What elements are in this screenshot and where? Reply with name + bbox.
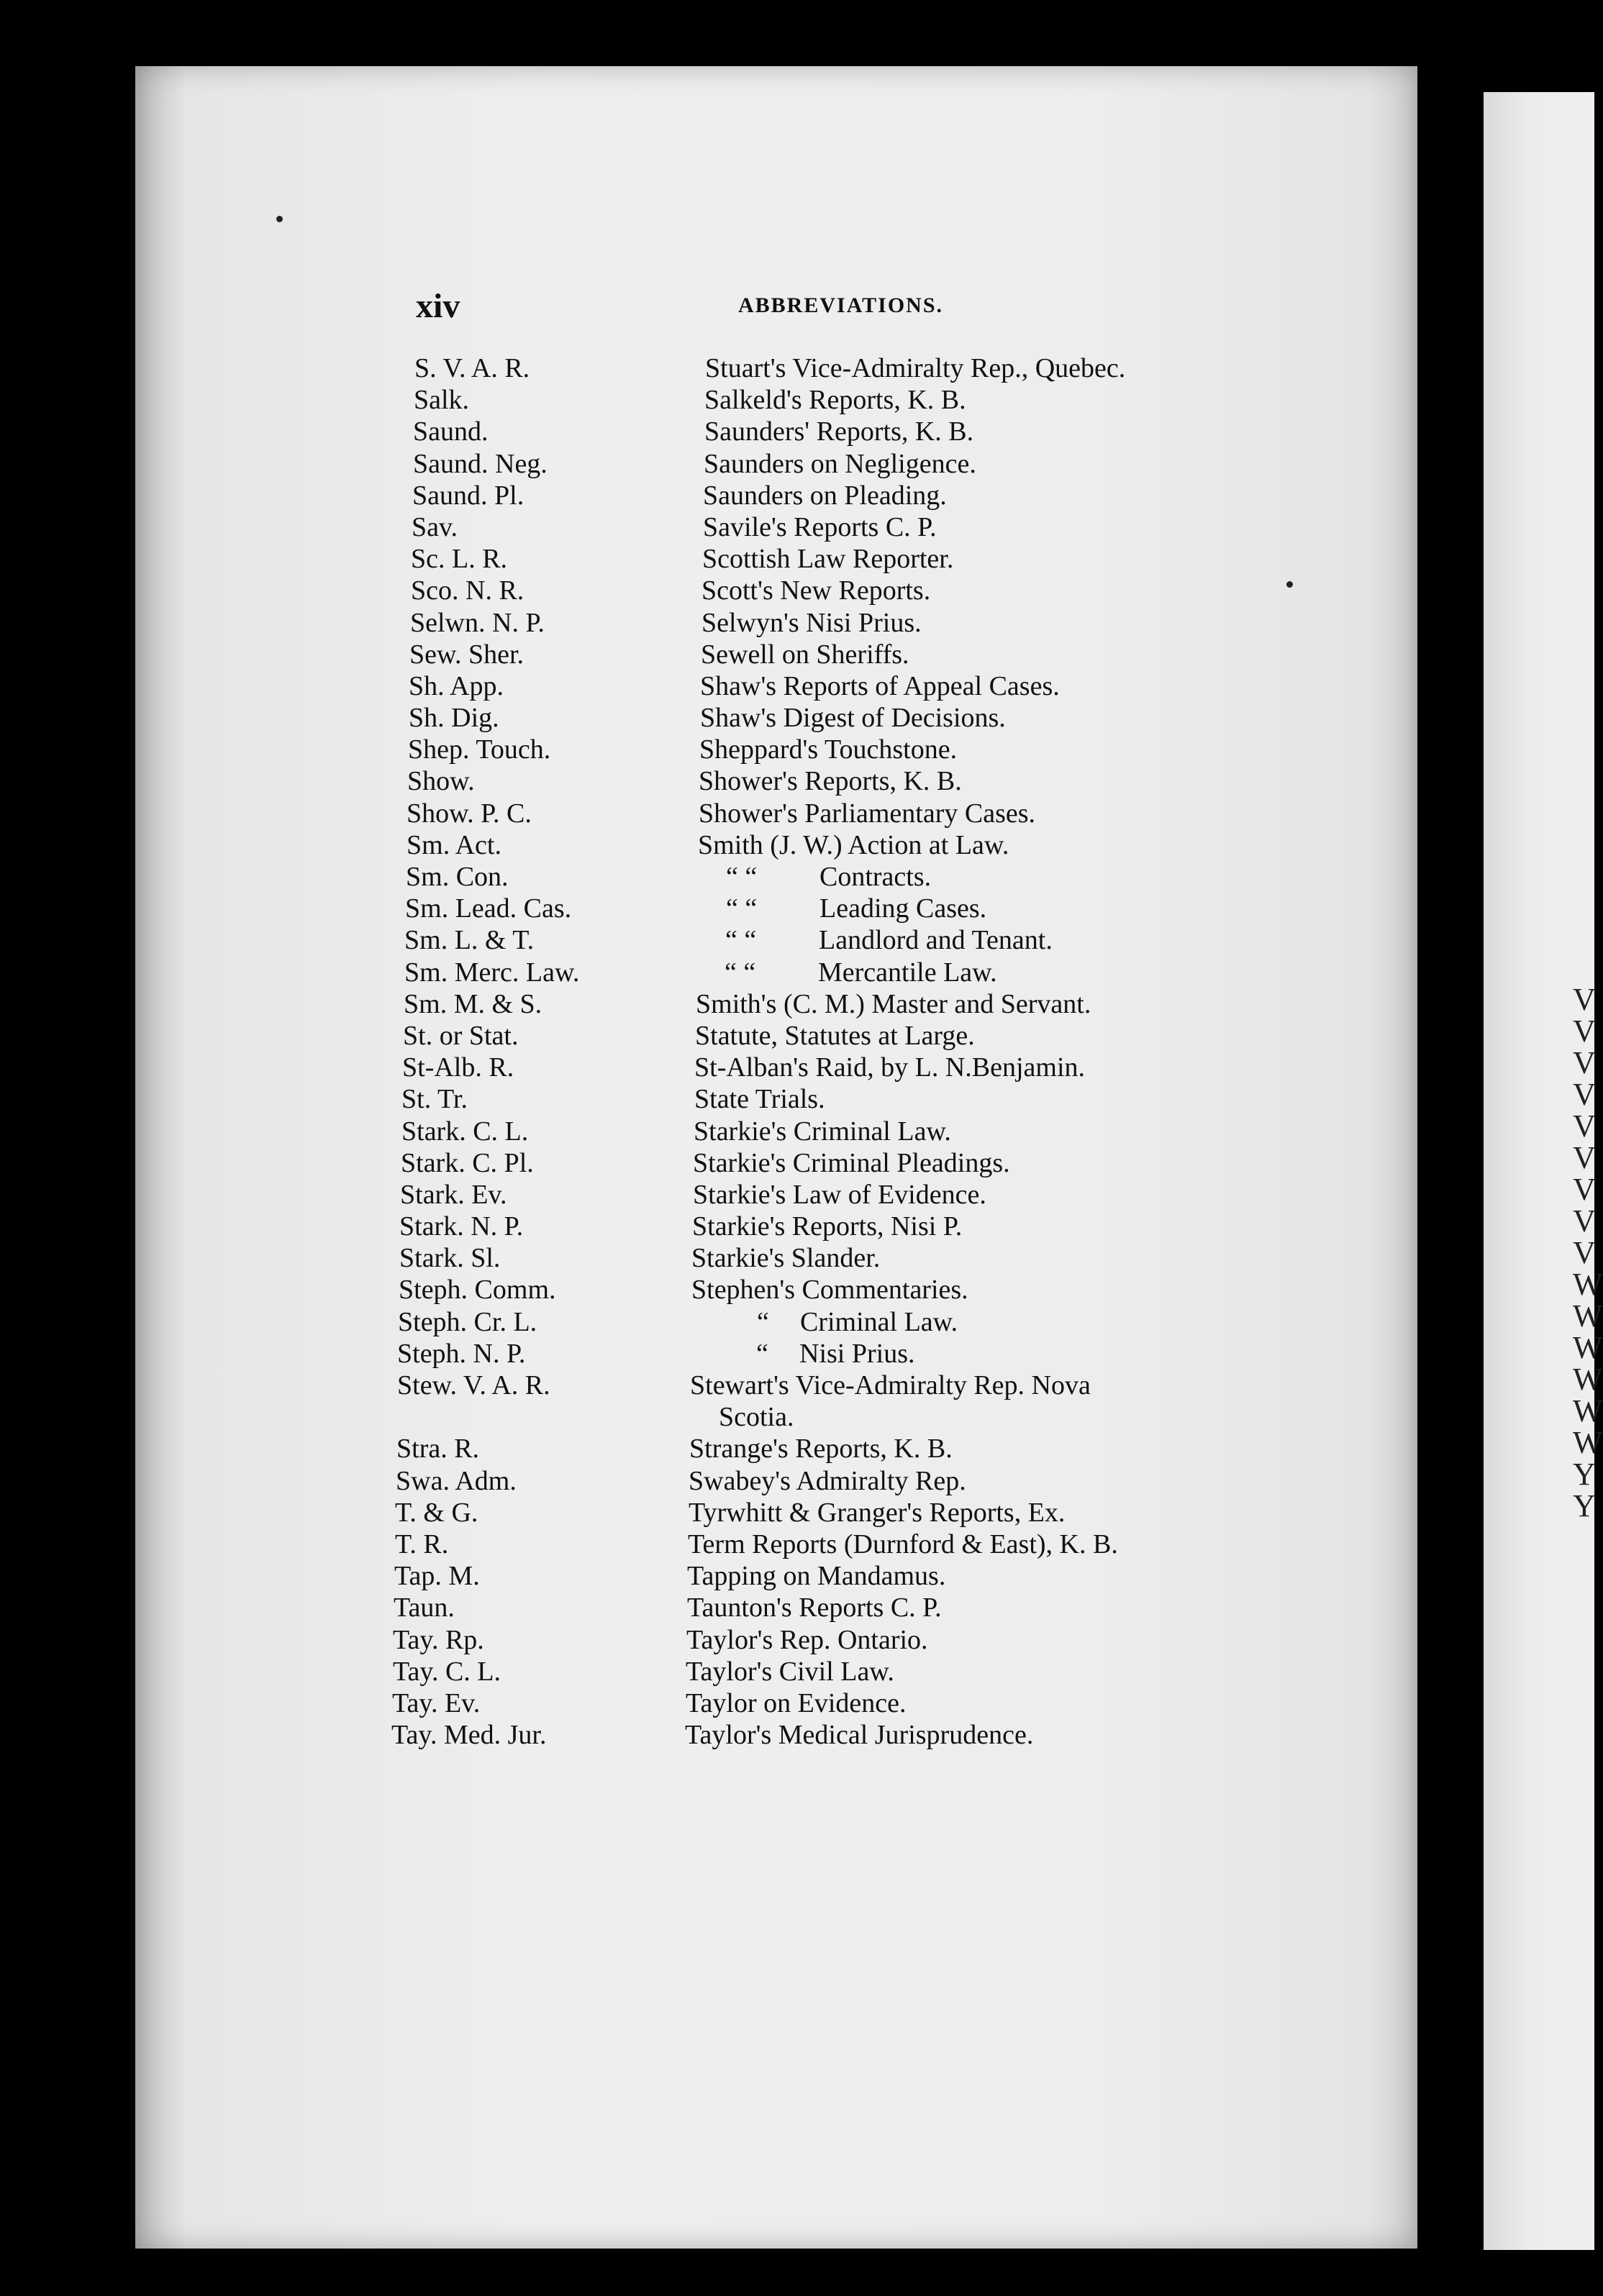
meaning-text: Term Reports (Durnford & East), K. B. [688, 1529, 1118, 1559]
abbreviation-meaning [699, 765, 962, 797]
abbreviation-term: Selwn. N. P. [410, 607, 545, 638]
abbreviation-term: Steph. Comm. [399, 1275, 556, 1306]
abbreviation-term: Show. P. C. [407, 798, 532, 829]
abbreviation-meaning [697, 893, 986, 924]
abbreviation-term: S. V. A. R. [414, 353, 530, 383]
ditto-marks: “ “ [726, 893, 758, 924]
abbreviation-term: St. Tr. [401, 1084, 468, 1115]
abbreviation-term: Sm. M. & S. [404, 988, 542, 1019]
abbreviation-term: Sew. Sher. [409, 639, 525, 670]
abbreviation-term: Tap. M. [394, 1561, 480, 1592]
abbreviation-term: Tay. Ev. [392, 1687, 481, 1718]
running-title: ABBREVIATIONS. [738, 293, 944, 317]
abbreviation-entry [0, 448, 1594, 480]
abbreviation-entry [0, 1656, 1594, 1687]
abbreviation-meaning [704, 384, 966, 416]
abbreviation-meaning [687, 1560, 945, 1592]
abbreviation-entry [0, 957, 1594, 988]
abbreviation-term: Tay. Med. Jur. [391, 1720, 547, 1751]
abbreviation-meaning [701, 575, 930, 606]
abbreviation-meaning [691, 1306, 958, 1338]
abbreviation-term: Stew. V. A. R. [397, 1370, 550, 1400]
abbreviation-entry [0, 893, 1594, 924]
meaning-text: Smith's (C. M.) Master and Servant. [696, 988, 1091, 1019]
abbreviation-entry [0, 1560, 1594, 1592]
abbreviation-entry [0, 1719, 1594, 1751]
meaning-text: Criminal Law. [800, 1306, 958, 1337]
meaning-text: Leading Cases. [819, 893, 987, 924]
meaning-text: Starkie's Slander. [691, 1243, 881, 1274]
abbreviation-entry [0, 1687, 1594, 1719]
abbreviation-term: Sm. Lead. Cas. [405, 893, 572, 924]
meaning-text: Saunders' Reports, K. B. [704, 416, 974, 447]
abbreviation-term: St. or Stat. [403, 1020, 519, 1051]
meaning-text: Selwyn's Nisi Prius. [701, 607, 922, 638]
facing-page-margin-letters: V V V V V V V V V W W W W W W Y Y [1573, 982, 1603, 1523]
meaning-text: Landlord and Tenant. [819, 925, 1053, 956]
abbreviation-list [0, 352, 1594, 1751]
abbreviation-entry [0, 575, 1594, 606]
meaning-text: Starkie's Criminal Law. [694, 1116, 951, 1147]
abbreviation-term: T. R. [395, 1529, 449, 1559]
abbreviation-entry [0, 1211, 1594, 1242]
abbreviation-entry [0, 1370, 1594, 1433]
abbreviation-meaning [686, 1687, 907, 1719]
abbreviation-entry [0, 670, 1594, 702]
abbreviation-meaning [694, 1116, 951, 1147]
meaning-text: Shaw's Reports of Appeal Cases. [700, 670, 1060, 701]
abbreviation-meaning [704, 448, 976, 480]
abbreviation-meaning [690, 1338, 914, 1370]
abbreviation-meaning [703, 511, 937, 543]
abbreviation-entry [0, 734, 1594, 765]
abbreviation-entry [0, 384, 1594, 416]
abbreviation-meaning [703, 480, 947, 511]
meaning-text: Savile's Reports C. P. [703, 511, 937, 542]
abbreviation-entry [0, 765, 1594, 797]
abbreviation-meaning [701, 639, 909, 670]
abbreviation-meaning [700, 702, 1006, 734]
abbreviation-meaning [696, 988, 1091, 1020]
abbreviation-entry [0, 1592, 1594, 1623]
meaning-text: Tyrwhitt & Granger's Reports, Ex. [689, 1497, 1066, 1528]
abbreviation-term: Show. [407, 766, 475, 797]
abbreviation-entry [0, 1242, 1594, 1274]
abbreviation-term: Steph. N. P. [397, 1338, 526, 1369]
meaning-text: Sheppard's Touchstone. [699, 734, 958, 765]
meaning-text: Shaw's Digest of Decisions. [700, 703, 1006, 734]
abbreviation-term: Saund. Pl. [412, 480, 525, 511]
abbreviation-term: Salk. [414, 385, 470, 416]
meaning-text: Saunders on Pleading. [703, 480, 947, 511]
abbreviation-meaning [696, 957, 997, 988]
abbreviation-entry [0, 798, 1594, 829]
abbreviation-meaning [688, 1529, 1118, 1560]
meaning-text: Mercantile Law. [818, 957, 997, 988]
abbreviation-term: Sm. Merc. Law. [404, 957, 580, 988]
meaning-text: St-Alban's Raid, by L. N.Benjamin. [694, 1052, 1086, 1083]
abbreviation-entry [0, 1624, 1594, 1656]
abbreviation-meaning [689, 1497, 1065, 1529]
meaning-text: Taylor on Evidence. [686, 1687, 907, 1718]
meaning-text: Taylor's Civil Law. [686, 1656, 894, 1687]
meaning-text: Taylor's Medical Jurisprudence. [685, 1720, 1034, 1751]
abbreviation-entry [0, 639, 1594, 670]
meaning-text: Scott's New Reports. [701, 575, 931, 606]
abbreviation-entry [0, 1052, 1594, 1083]
abbreviation-entry [0, 416, 1594, 447]
meaning-text: Taunton's Reports C. P. [687, 1593, 942, 1623]
abbreviation-term: St-Alb. R. [402, 1052, 514, 1083]
abbreviation-meaning [694, 1052, 1085, 1083]
meaning-text: Strange's Reports, K. B. [689, 1434, 953, 1464]
page-header [0, 286, 1594, 329]
abbreviation-term: Sco. N. R. [411, 575, 525, 606]
abbreviation-term: Sm. Act. [407, 829, 501, 860]
abbreviation-entry [0, 1529, 1594, 1560]
abbreviation-term: Shep. Touch. [408, 734, 551, 765]
meaning-text: State Trials. [694, 1084, 825, 1115]
meaning-text: Starkie's Reports, Nisi P. [692, 1211, 963, 1242]
abbreviation-meaning [689, 1465, 966, 1497]
abbreviation-meaning [701, 607, 922, 639]
meaning-text: Starkie's Criminal Pleadings. [693, 1147, 1010, 1178]
abbreviation-term: T. & G. [395, 1497, 478, 1528]
abbreviation-meaning [695, 1020, 975, 1052]
abbreviation-entry [0, 1116, 1594, 1147]
abbreviation-meaning [686, 1624, 928, 1656]
abbreviation-term: Swa. Adm. [396, 1465, 517, 1496]
abbreviation-entry [0, 352, 1594, 384]
abbreviation-meaning [694, 1083, 825, 1115]
abbreviation-term: Sh. App. [409, 670, 504, 701]
abbreviation-entry [0, 702, 1594, 734]
abbreviation-meaning [693, 1147, 1010, 1179]
page-number: xiv [416, 287, 460, 325]
abbreviation-entry [0, 1497, 1594, 1529]
abbreviation-meaning [705, 352, 1125, 384]
abbreviation-entry [0, 1465, 1594, 1497]
abbreviation-entry [0, 988, 1594, 1020]
abbreviation-meaning [689, 1433, 953, 1464]
abbreviation-term: Steph. Cr. L. [398, 1306, 537, 1337]
meaning-text: Salkeld's Reports, K. B. [704, 385, 966, 416]
meaning-continuation: Scotia. [719, 1402, 794, 1432]
ditto-marks: “ [757, 1306, 769, 1337]
abbreviation-meaning [687, 1592, 942, 1623]
abbreviation-term: Sm. Con. [406, 862, 509, 892]
abbreviation-meaning [691, 1274, 968, 1306]
speck-mark [276, 216, 283, 222]
meaning-text: Starkie's Law of Evidence. [693, 1179, 986, 1210]
abbreviation-term: Stark. N. P. [399, 1211, 524, 1242]
abbreviation-entry [0, 924, 1594, 956]
abbreviation-term: Sav. [412, 511, 458, 542]
ditto-marks: “ [756, 1338, 768, 1369]
abbreviation-meaning [686, 1656, 894, 1687]
abbreviation-meaning [697, 861, 931, 893]
abbreviation-meaning [690, 1370, 1091, 1433]
meaning-text: Sewell on Sheriffs. [701, 639, 909, 670]
abbreviation-meaning [693, 1179, 986, 1211]
abbreviation-meaning [691, 1242, 880, 1274]
meaning-text: Scottish Law Reporter. [702, 544, 954, 575]
abbreviation-entry [0, 1433, 1594, 1464]
meaning-text: Statute, Statutes at Large. [695, 1020, 975, 1051]
abbreviation-entry [0, 511, 1594, 543]
abbreviation-entry [0, 543, 1594, 575]
abbreviation-term: Stark. C. L. [401, 1116, 529, 1147]
abbreviation-meaning [702, 543, 953, 575]
abbreviation-meaning [692, 1211, 962, 1242]
abbreviation-term: Stark. C. Pl. [401, 1147, 534, 1178]
abbreviation-term: Saund. Neg. [413, 448, 548, 479]
abbreviation-term: Taun. [394, 1593, 455, 1623]
abbreviation-term: Sh. Dig. [409, 703, 499, 734]
meaning-text: Swabey's Admiralty Rep. [689, 1465, 966, 1496]
abbreviation-term: Sm. L. & T. [404, 925, 535, 956]
abbreviation-entry [0, 1147, 1594, 1179]
abbreviation-term: Saund. [413, 416, 489, 447]
meaning-text: Shower's Parliamentary Cases. [699, 798, 1036, 829]
meaning-text: Saunders on Negligence. [704, 448, 976, 479]
ditto-marks: “ “ [725, 925, 757, 956]
abbreviation-meaning [699, 798, 1035, 829]
abbreviation-meaning [704, 416, 973, 447]
abbreviation-term: Stark. Ev. [400, 1179, 507, 1210]
meaning-text: Contracts. [819, 862, 932, 892]
abbreviation-entry [0, 1179, 1594, 1211]
abbreviation-entry [0, 607, 1594, 639]
abbreviation-meaning [685, 1719, 1033, 1751]
meaning-text: Shower's Reports, K. B. [699, 766, 962, 797]
abbreviation-entry [0, 1020, 1594, 1052]
meaning-text: Stuart's Vice-Admiralty Rep., Quebec. [705, 353, 1126, 383]
abbreviation-entry [0, 1083, 1594, 1115]
abbreviation-term: Tay. C. L. [393, 1656, 501, 1687]
abbreviation-term: Tay. Rp. [393, 1624, 484, 1655]
ditto-marks: “ “ [726, 862, 758, 892]
abbreviation-meaning [699, 734, 957, 765]
abbreviation-meaning [696, 924, 1053, 956]
abbreviation-term: Stark. Sl. [399, 1243, 501, 1274]
meaning-text: Stewart's Vice-Admiralty Rep. Nova [690, 1370, 1091, 1400]
abbreviation-entry [0, 1274, 1594, 1306]
abbreviation-meaning [700, 670, 1060, 702]
meaning-text: Smith (J. W.) Action at Law. [698, 829, 1009, 860]
meaning-text: Stephen's Commentaries. [691, 1275, 968, 1306]
abbreviation-entry [0, 480, 1594, 511]
abbreviation-term: Sc. L. R. [411, 544, 508, 575]
meaning-text: Tapping on Mandamus. [687, 1561, 946, 1592]
abbreviation-entry [0, 829, 1594, 861]
meaning-text: Taylor's Rep. Ontario. [686, 1624, 928, 1655]
meaning-text: Nisi Prius. [799, 1338, 915, 1369]
abbreviation-meaning [698, 829, 1009, 861]
abbreviation-term: Stra. R. [396, 1434, 480, 1464]
abbreviation-entry [0, 1306, 1594, 1338]
ditto-marks: “ “ [725, 957, 756, 988]
abbreviation-entry [0, 1338, 1594, 1370]
abbreviation-entry [0, 861, 1594, 893]
